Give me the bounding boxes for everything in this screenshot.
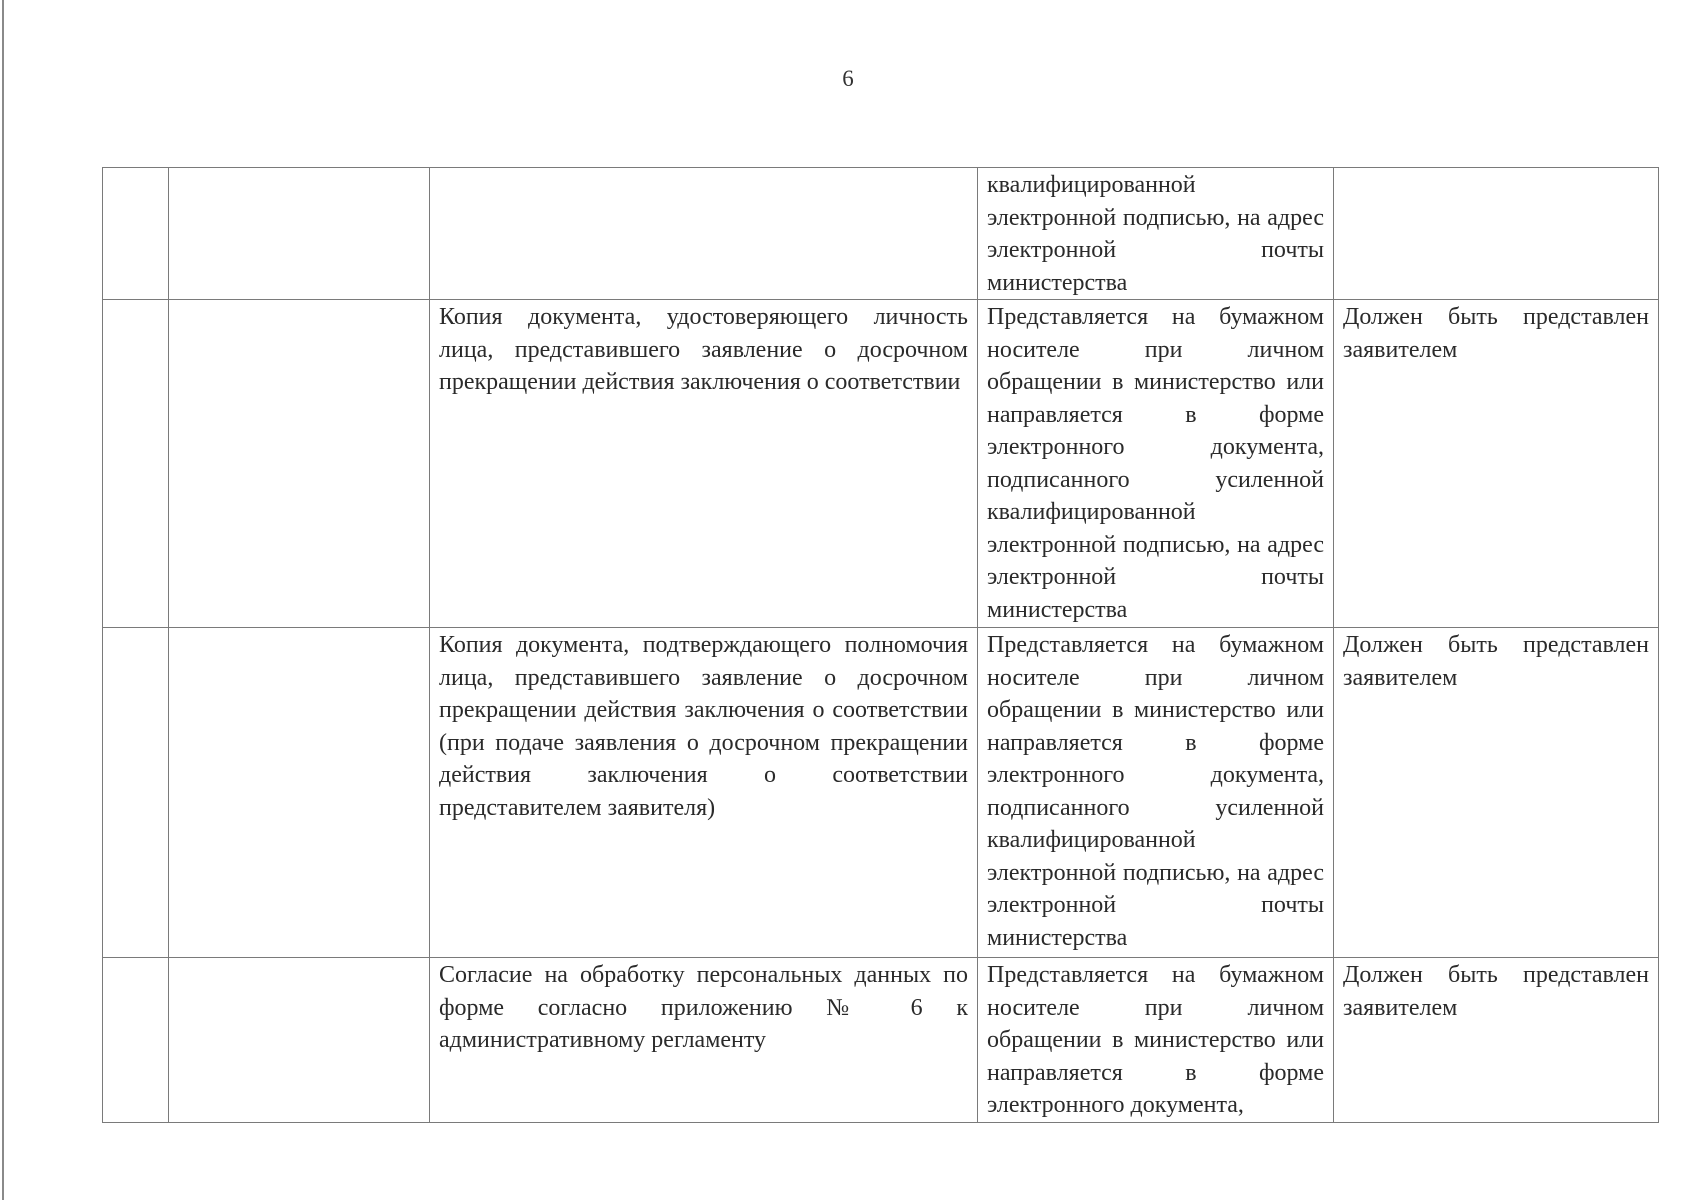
table-row bbox=[103, 300, 1659, 628]
documents-table bbox=[102, 167, 1659, 1123]
submission-cell: квалифицированной электронной подписью, на адрес электронной почты министерства bbox=[978, 168, 1334, 300]
note-cell: Должен быть представлен заявителем bbox=[1334, 300, 1659, 628]
page-binding-edge bbox=[2, 0, 4, 1200]
table-row bbox=[103, 958, 1659, 1123]
service-cell bbox=[169, 628, 430, 958]
number-cell bbox=[103, 300, 169, 628]
page-number: 6 bbox=[842, 66, 854, 91]
note-cell: Должен быть представлен заявителем bbox=[1334, 958, 1659, 1123]
note-cell: Должен быть представлен заявителем bbox=[1334, 628, 1659, 958]
service-cell bbox=[169, 168, 430, 300]
service-cell bbox=[169, 300, 430, 628]
submission-cell: Представляется на бумажном носителе при личном обращении в министерство или направляется в форме электронного документа, подписанного усиленной квалифицированной электронной подписью, на адрес электронной почты министерства bbox=[978, 628, 1334, 958]
document-cell: Копия документа, удостоверяющего личность лица, представившего заявление о досрочном прекращении действия заключения о соответствии bbox=[430, 300, 978, 628]
note-cell bbox=[1334, 168, 1659, 300]
table-row bbox=[103, 168, 1659, 300]
service-cell bbox=[169, 958, 430, 1123]
submission-cell: Представляется на бумажном носителе при личном обращении в министерство или направляется в форме электронного документа, bbox=[978, 958, 1334, 1123]
document-cell: Согласие на обработку персональных данных по форме согласно приложению № 6 к административному регламенту bbox=[430, 958, 978, 1123]
number-cell bbox=[103, 168, 169, 300]
submission-cell: Представляется на бумажном носителе при личном обращении в министерство или направляется в форме электронного документа, подписанного усиленной квалифицированной электронной подписью, на адрес электронной почты министерства bbox=[978, 300, 1334, 628]
document-cell: Копия документа, подтверждающего полномочия лица, представившего заявление о досрочном прекращении действия заключения о соответствии (при подаче заявления о досрочном прекращении действия заключения о соответствии представителем заявителя) bbox=[430, 628, 978, 958]
table-row bbox=[103, 628, 1659, 958]
number-cell bbox=[103, 628, 169, 958]
number-cell bbox=[103, 958, 169, 1123]
document-cell bbox=[430, 168, 978, 300]
